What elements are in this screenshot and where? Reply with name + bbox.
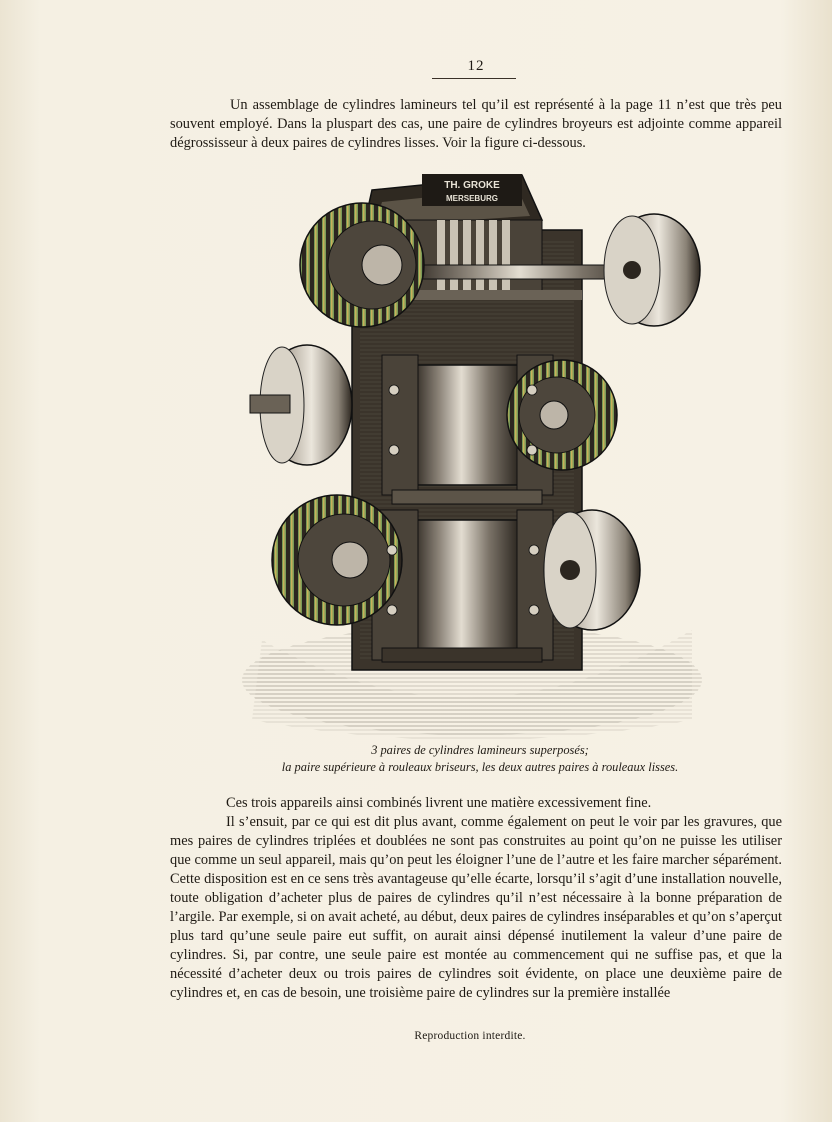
page-number-rule bbox=[432, 78, 516, 79]
figure-caption bbox=[200, 742, 760, 776]
maker-plate-line2: MERSEBURG bbox=[445, 194, 499, 203]
footer-notice: Reproduction interdite. bbox=[414, 1030, 526, 1042]
body-section bbox=[170, 794, 782, 1003]
maker-plate-line1: TH. GROKE bbox=[444, 180, 500, 191]
body-paragraph-1: Ces trois appareils ainsi combinés livrent une matière excessivement fine. bbox=[226, 795, 652, 811]
caption-line-2: la paire supérieure à rouleaux briseurs, les deux autres paires à rouleaux lisses. bbox=[281, 760, 679, 774]
intro-paragraph: Un assemblage de cylindres lamineurs tel qu’il est représenté à la page 11 n’est que très peu souvent employé. Dans la pluspart des cas, une paire de cylindres broyeurs est adjointe comme appareil dégrossisseur à deux paires de cylindres lisses. Voir la figure ci-dessous. bbox=[170, 97, 782, 151]
page-number: 12 bbox=[467, 58, 485, 74]
roller-mill-engraving bbox=[232, 160, 712, 740]
caption-line-1: 3 paires de cylindres lamineurs superposés; bbox=[371, 743, 589, 757]
machine-illustration bbox=[232, 160, 712, 740]
body-paragraph-2: Il s’ensuit, par ce qui est dit plus avant, comme également on peut le voir par les gravures, que mes paires de cylindres triplées et doublées ne sont pas construites au point qu’on ne puisse les utiliser que comme un seul appareil, mais qu’on peut les éloigner l’une de l’autre et les faire marcher séparément. Cette disposition est en ce sens très avantageuse qu’elle écarte, lorsqu’il s’agit d’une installation nouvelle, toute obligation d’acheter plus de paires de cylindres qu’il n’est nécessaire à la bonne préparation de l’argile. Par exemple, si on avait acheté, au début, deux paires de cylindres inséparables et qu’on s’aperçut plus tard qu’une seule paire eut suffit, on aurait ainsi dépensé inutilement la valeur d’une paire de cylindres. Si, par contre, une seule paire est montée au commencement qui ne suffise pas, et que la nécessité d’acheter deux ou trois paires de cylindres soit évidente, on place une deuxième paire de cylindres et, en cas de besoin, une troisième paire de cylindres sur la première installée bbox=[170, 814, 782, 1001]
intro-section bbox=[170, 96, 782, 153]
